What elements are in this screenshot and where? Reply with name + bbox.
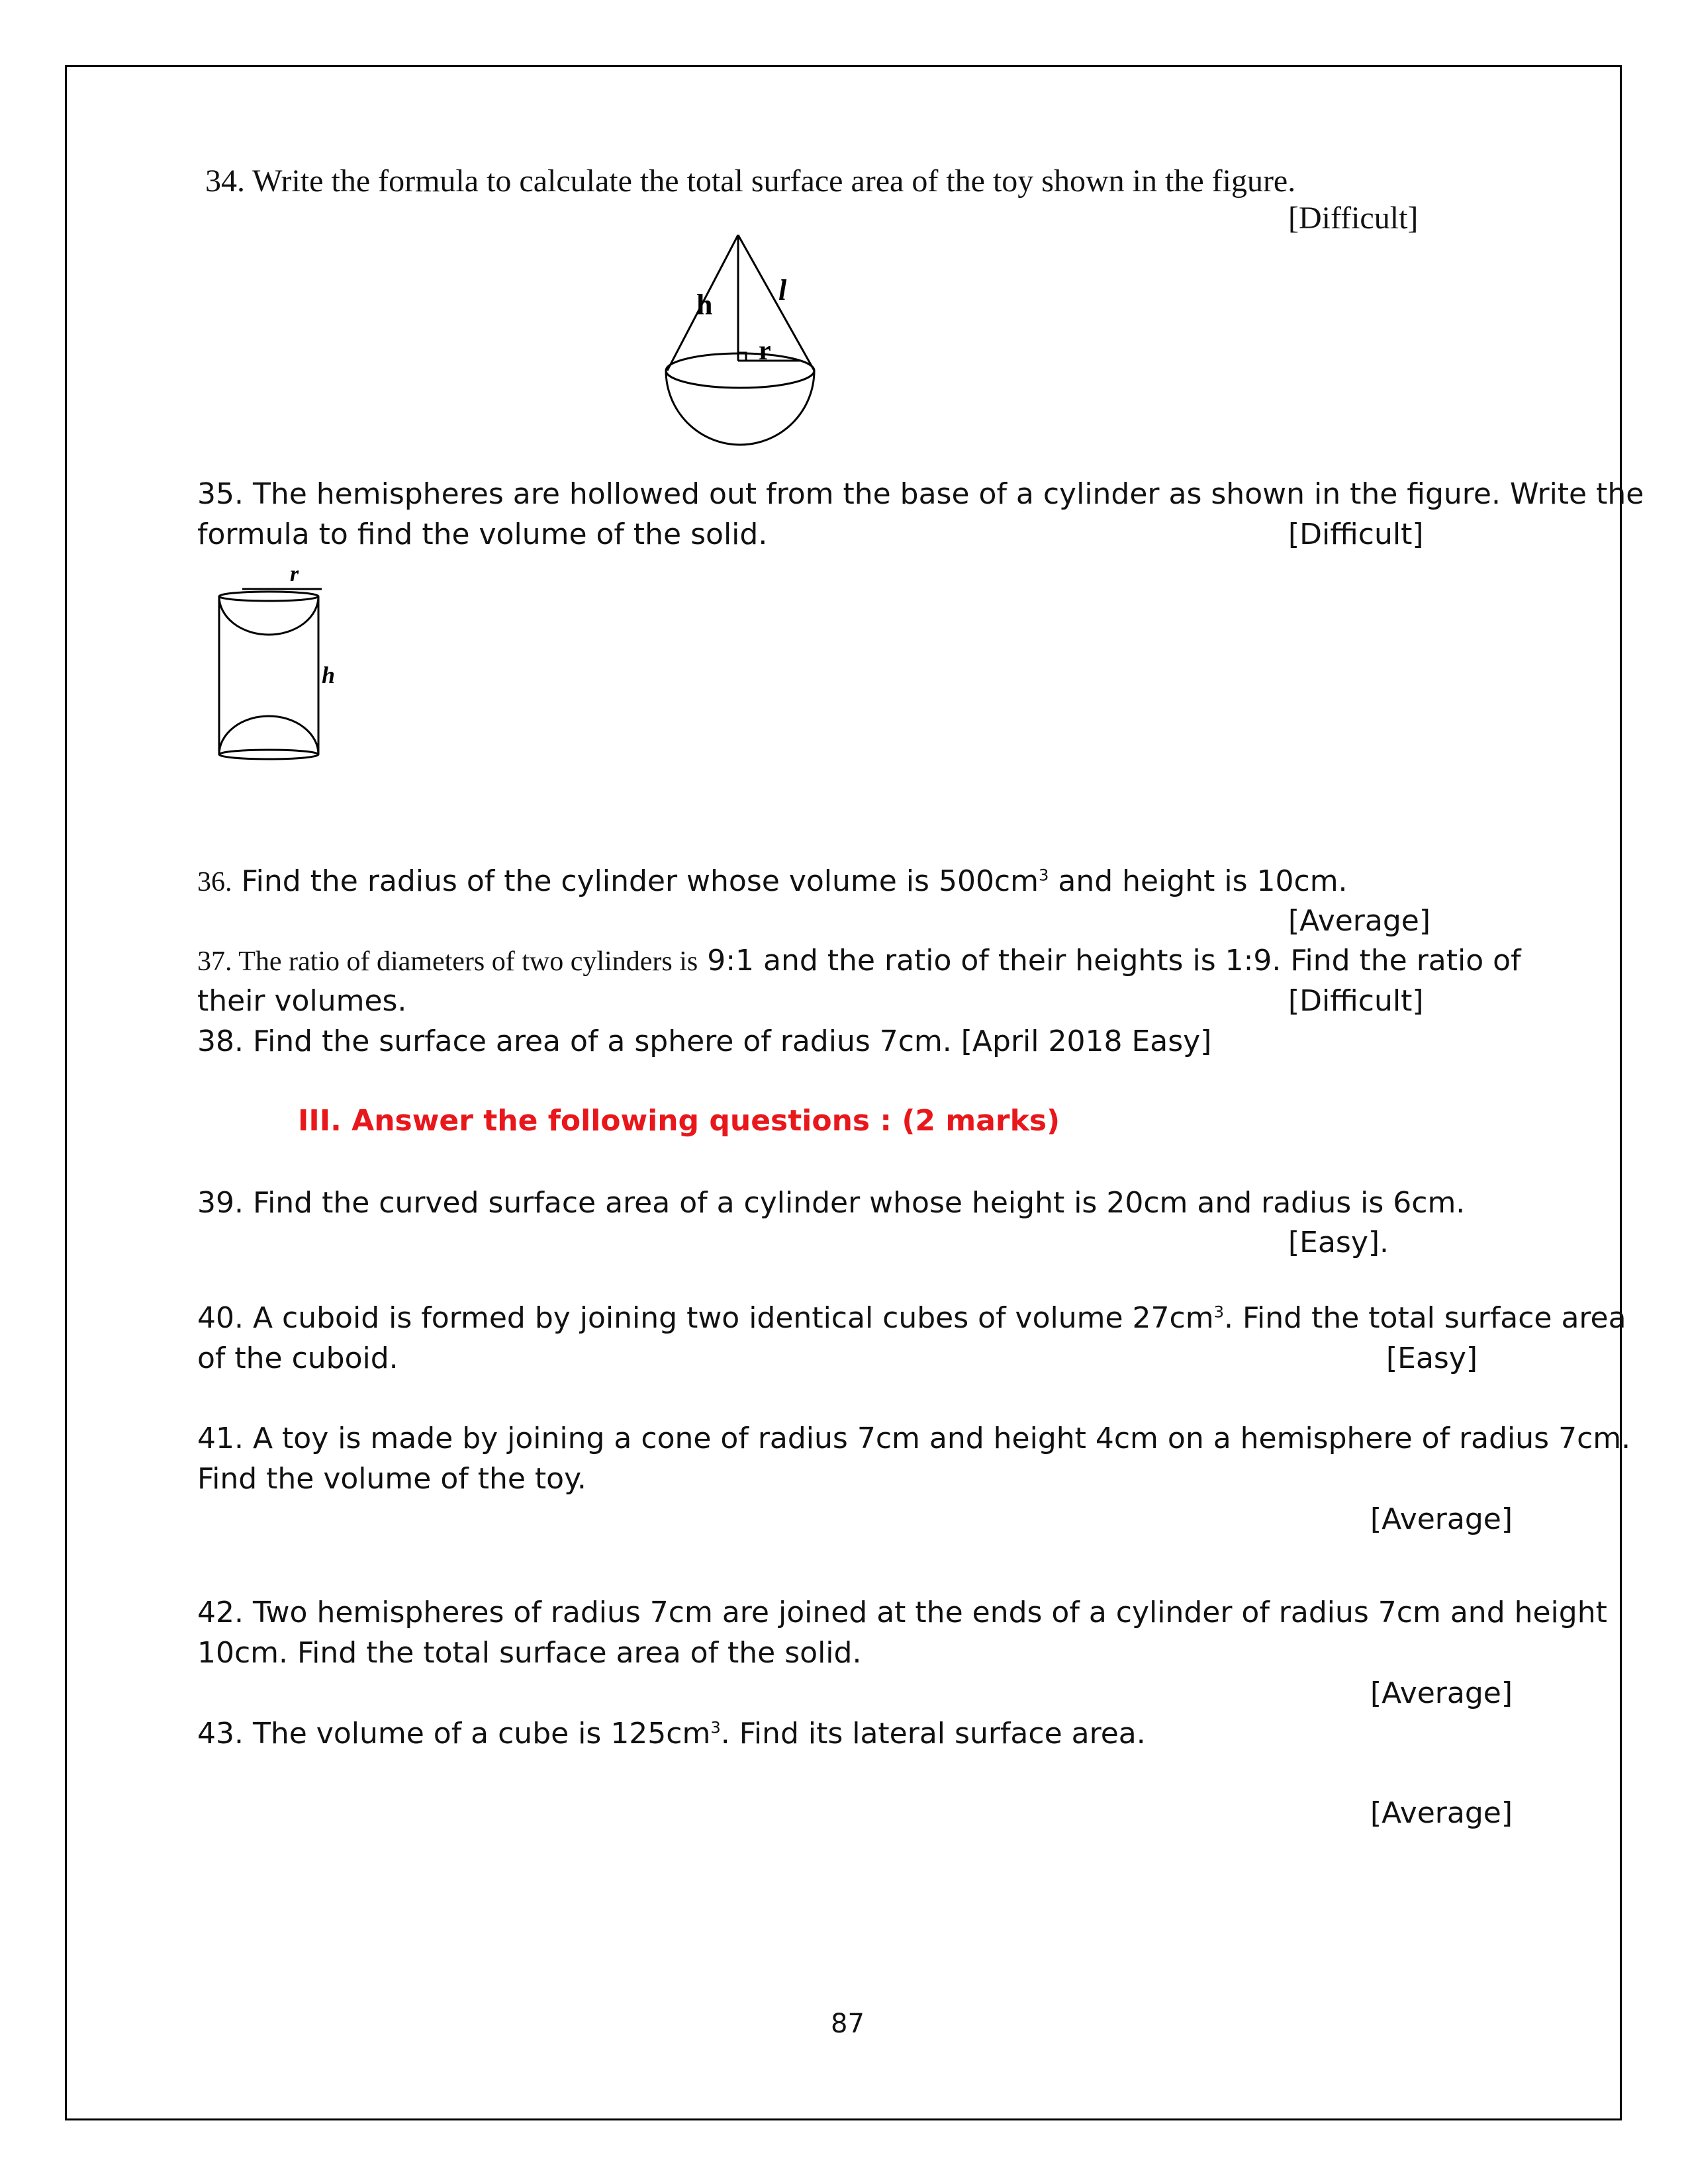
question-43-text-a: 43. The volume of a cube is 125cm <box>197 1717 711 1751</box>
toy-label-l: l <box>778 274 787 306</box>
question-37-line2: their volumes. <box>197 984 407 1018</box>
question-39: 39. Find the curved surface area of a cylinder whose height is 20cm and radius is 6cm. <box>197 1186 1466 1220</box>
question-35-line1: 35. The hemispheres are hollowed out from the base of a cylinder as shown in the figure. Write the <box>197 477 1644 511</box>
hemisphere-arc <box>666 371 814 445</box>
question-38: 38. Find the surface area of a sphere of radius 7cm. [April 2018 Easy] <box>197 1024 1212 1058</box>
bottom-hemisphere-hollow <box>219 716 318 754</box>
toy-figure <box>655 228 827 453</box>
question-34: 34. Write the formula to calculate the total surface area of the toy shown in the figure. <box>205 163 1296 199</box>
question-41-line1: 41. A toy is made by joining a cone of radius 7cm and height 4cm on a hemisphere of radius 7cm. <box>197 1422 1631 1455</box>
difficulty-tag-34: [Difficult] <box>1288 201 1419 236</box>
toy-label-h: h <box>696 289 713 321</box>
question-42-line2: 10cm. Find the total surface area of the solid. <box>197 1636 862 1670</box>
difficulty-tag-41: [Average] <box>1370 1502 1513 1536</box>
question-40-line1 <box>197 1301 1626 1335</box>
toy-label-r: r <box>759 336 771 366</box>
question-41-line2: Find the volume of the toy. <box>197 1462 586 1496</box>
top-ellipse <box>219 592 318 601</box>
difficulty-tag-37: [Difficult] <box>1288 984 1424 1018</box>
question-36-number: 36. <box>197 867 232 897</box>
cylinder-label-r: r <box>290 562 299 586</box>
cone-slant-right <box>738 235 814 371</box>
bottom-ellipse <box>219 750 318 759</box>
difficulty-tag-43: [Average] <box>1370 1796 1513 1830</box>
cylinder-label-h: h <box>322 662 336 688</box>
question-43 <box>197 1719 1146 1749</box>
section-heading: III. Answer the following questions : (2 marks) <box>298 1104 1060 1138</box>
top-hemisphere-hollow <box>219 596 318 635</box>
difficulty-tag-35: [Difficult] <box>1288 518 1424 551</box>
question-36-sup: 3 <box>1039 866 1049 885</box>
question-35-line2: formula to find the volume of the solid. <box>197 518 768 551</box>
question-36 <box>197 864 1348 898</box>
question-36-text-b: and height is 10cm. <box>1049 864 1348 898</box>
question-43-text-b: . Find its lateral surface area. <box>720 1717 1146 1751</box>
question-43-sup: 3 <box>710 1718 721 1737</box>
question-37-number-text: 37. The ratio of diameters of two cylinders is <box>197 946 698 977</box>
question-36-text-a: Find the radius of the cylinder whose volume is 500cm <box>232 864 1039 898</box>
question-40-text-a: 40. A cuboid is formed by joining two identical cubes of volume 27cm <box>197 1301 1214 1335</box>
cylinder-figure <box>216 561 348 760</box>
difficulty-tag-39: [Easy]. <box>1288 1226 1389 1259</box>
difficulty-tag-36: [Average] <box>1288 904 1431 938</box>
question-37-line1 <box>197 946 1521 976</box>
question-42-line1: 42. Two hemispheres of radius 7cm are joined at the ends of a cylinder of radius 7cm and height <box>197 1596 1607 1629</box>
question-40-text-b: . Find the total surface area <box>1223 1301 1626 1335</box>
question-40-line2: of the cuboid. <box>197 1342 399 1375</box>
base-ellipse <box>666 353 814 388</box>
question-37-line1-rest: 9:1 and the ratio of their heights is 1:9. Find the ratio of <box>698 944 1521 978</box>
difficulty-tag-42: [Average] <box>1370 1676 1513 1710</box>
difficulty-tag-40: [Easy] <box>1386 1342 1478 1375</box>
page-number: 87 <box>831 2009 865 2039</box>
question-40-sup: 3 <box>1213 1302 1224 1322</box>
